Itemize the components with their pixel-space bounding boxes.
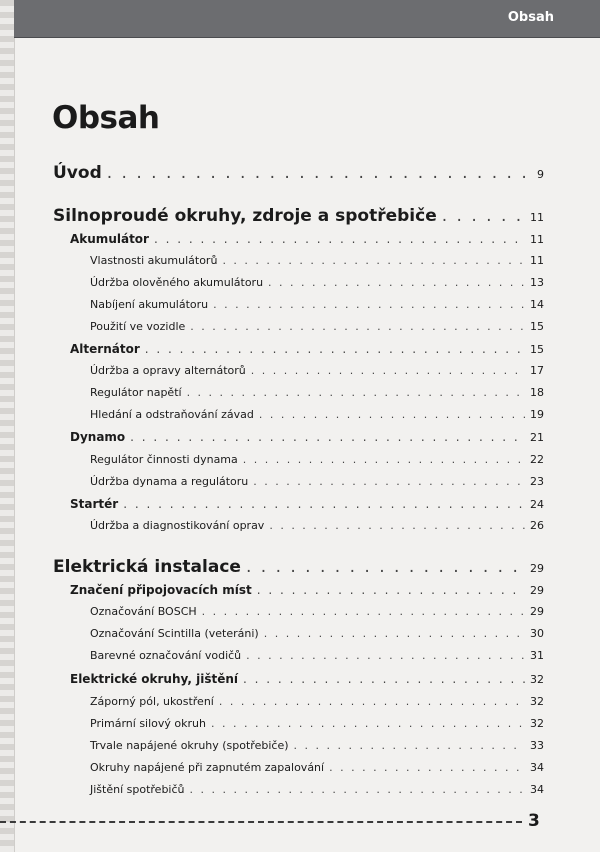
toc-entry-title: Elektrická instalace [53, 557, 241, 577]
toc-entry-page-number: 18 [530, 386, 544, 399]
toc-leader-dots [246, 557, 525, 577]
toc-entry-page-number: 14 [530, 298, 544, 311]
toc-subsection-entry [0, 519, 600, 532]
toc-leader-dots [294, 739, 525, 752]
toc-leader-dots [246, 649, 525, 662]
toc-subsection-entry [0, 761, 600, 774]
toc-leader-dots [145, 342, 525, 356]
toc-leader-dots [187, 386, 525, 399]
toc-leader-dots [222, 254, 525, 267]
toc-chapter-entry [0, 206, 600, 226]
toc-section-entry [0, 672, 600, 686]
toc-subsection-entry [0, 695, 600, 708]
toc-section-entry [0, 430, 600, 444]
toc-leader-dots [253, 475, 525, 488]
toc-entry-page-number: 29 [530, 605, 544, 618]
toc-leader-dots [213, 298, 525, 311]
toc-leader-dots [123, 497, 525, 511]
toc-entry-title: Označování BOSCH [90, 605, 197, 618]
toc-chapter-entry [0, 557, 600, 577]
toc-subsection-entry [0, 254, 600, 267]
toc-subsection-entry [0, 717, 600, 730]
toc-entry-title: Vlastnosti akumulátorů [90, 254, 218, 267]
section-header-label: Obsah [507, 10, 554, 25]
toc-entry-title: Použití ve vozidle [90, 320, 186, 333]
toc-entry-title: Údržba a opravy alternátorů [90, 364, 246, 377]
toc-leader-dots [329, 761, 525, 774]
toc-subsection-entry [0, 605, 600, 618]
toc-entry-title: Silnoproudé okruhy, zdroje a spotřebiče [53, 206, 437, 226]
toc-entry-title: Úvod [53, 163, 102, 183]
section-header-bar [14, 0, 600, 38]
toc-entry-page-number: 15 [530, 320, 544, 333]
toc-section-entry [0, 583, 600, 597]
toc-entry-page-number: 22 [530, 453, 544, 466]
toc-entry-title: Údržba a diagnostikování oprav [90, 519, 265, 532]
toc-entry-page-number: 29 [530, 562, 544, 575]
toc-entry-page-number: 21 [530, 431, 544, 444]
toc-entry-page-number: 32 [530, 717, 544, 730]
toc-entry-title: Regulátor napětí [90, 386, 182, 399]
toc-leader-dots [269, 519, 525, 532]
toc-entry-page-number: 15 [530, 343, 544, 356]
toc-entry-page-number: 31 [530, 649, 544, 662]
toc-leader-dots [243, 672, 525, 686]
footer-dashed-rule [0, 821, 522, 823]
toc-entry-page-number: 23 [530, 475, 544, 488]
toc-subsection-entry [0, 320, 600, 333]
toc-leader-dots [442, 206, 525, 226]
toc-leader-dots [243, 453, 525, 466]
toc-leader-dots [268, 276, 525, 289]
toc-section-entry [0, 497, 600, 511]
toc-leader-dots [257, 583, 525, 597]
toc-entry-title: Dynamo [70, 430, 126, 444]
toc-leader-dots [190, 320, 525, 333]
toc-entry-page-number: 32 [530, 673, 544, 686]
page-number: 3 [528, 811, 540, 831]
toc-subsection-entry [0, 649, 600, 662]
toc-entry-page-number: 30 [530, 627, 544, 640]
toc-entry-title: Okruhy napájené při zapnutém zapalování [90, 761, 325, 774]
toc-entry-title: Akumulátor [70, 232, 149, 246]
toc-entry-page-number: 19 [530, 408, 544, 421]
toc-entry-page-number: 34 [530, 761, 544, 774]
toc-subsection-entry [0, 739, 600, 752]
toc-entry-title: Barevné označování vodičů [90, 649, 242, 662]
toc-section-entry [0, 342, 600, 356]
toc-entry-title: Elektrické okruhy, jištění [70, 672, 239, 686]
toc-leader-dots [107, 163, 532, 183]
toc-leader-dots [190, 783, 526, 796]
toc-entry-page-number: 13 [530, 276, 544, 289]
toc-subsection-entry [0, 453, 600, 466]
toc-leader-dots [202, 605, 525, 618]
toc-subsection-entry [0, 783, 600, 796]
toc-entry-title: Značení připojovacích míst [70, 583, 252, 597]
toc-entry-page-number: 33 [530, 739, 544, 752]
toc-entry-title: Startér [70, 497, 119, 511]
toc-entry-title: Trvale napájené okruhy (spotřebiče) [90, 739, 289, 752]
toc-entry-page-number: 29 [530, 584, 544, 597]
toc-entry-page-number: 32 [530, 695, 544, 708]
toc-subsection-entry [0, 475, 600, 488]
toc-entry-title: Jištění spotřebičů [90, 783, 185, 796]
toc-entry-title: Údržba olověného akumulátoru [90, 276, 264, 289]
toc-subsection-entry [0, 298, 600, 311]
toc-entry-page-number: 11 [530, 254, 544, 267]
toc-entry-page-number: 24 [530, 498, 544, 511]
toc-subsection-entry [0, 627, 600, 640]
toc-title: Obsah [52, 100, 160, 136]
toc-leader-dots [130, 430, 525, 444]
toc-entry-title: Hledání a odstraňování závad [90, 408, 254, 421]
toc-leader-dots [251, 364, 525, 377]
toc-leader-dots [154, 232, 525, 246]
toc-entry-page-number: 11 [530, 211, 544, 224]
toc-entry-page-number: 26 [530, 519, 544, 532]
toc-subsection-entry [0, 386, 600, 399]
toc-leader-dots [264, 627, 525, 640]
toc-subsection-entry [0, 408, 600, 421]
toc-entry-title: Označování Scintilla (veteráni) [90, 627, 259, 640]
toc-leader-dots [219, 695, 525, 708]
toc-entry-title: Primární silový okruh [90, 717, 206, 730]
toc-subsection-entry [0, 364, 600, 377]
toc-entry-page-number: 11 [530, 233, 544, 246]
toc-entry-title: Záporný pól, ukostření [90, 695, 214, 708]
toc-entry-title: Alternátor [70, 342, 140, 356]
toc-leader-dots [211, 717, 525, 730]
toc-entry-page-number: 34 [530, 783, 544, 796]
toc-entry-page-number: 9 [537, 168, 544, 181]
toc-entry-title: Regulátor činnosti dynama [90, 453, 238, 466]
toc-entry-title: Údržba dynama a regulátoru [90, 475, 249, 488]
toc-subsection-entry [0, 276, 600, 289]
toc-entry-page-number: 17 [530, 364, 544, 377]
toc-leader-dots [259, 408, 525, 421]
toc-entry-title: Nabíjení akumulátoru [90, 298, 209, 311]
toc-section-entry [0, 232, 600, 246]
toc-chapter-entry [0, 163, 600, 183]
